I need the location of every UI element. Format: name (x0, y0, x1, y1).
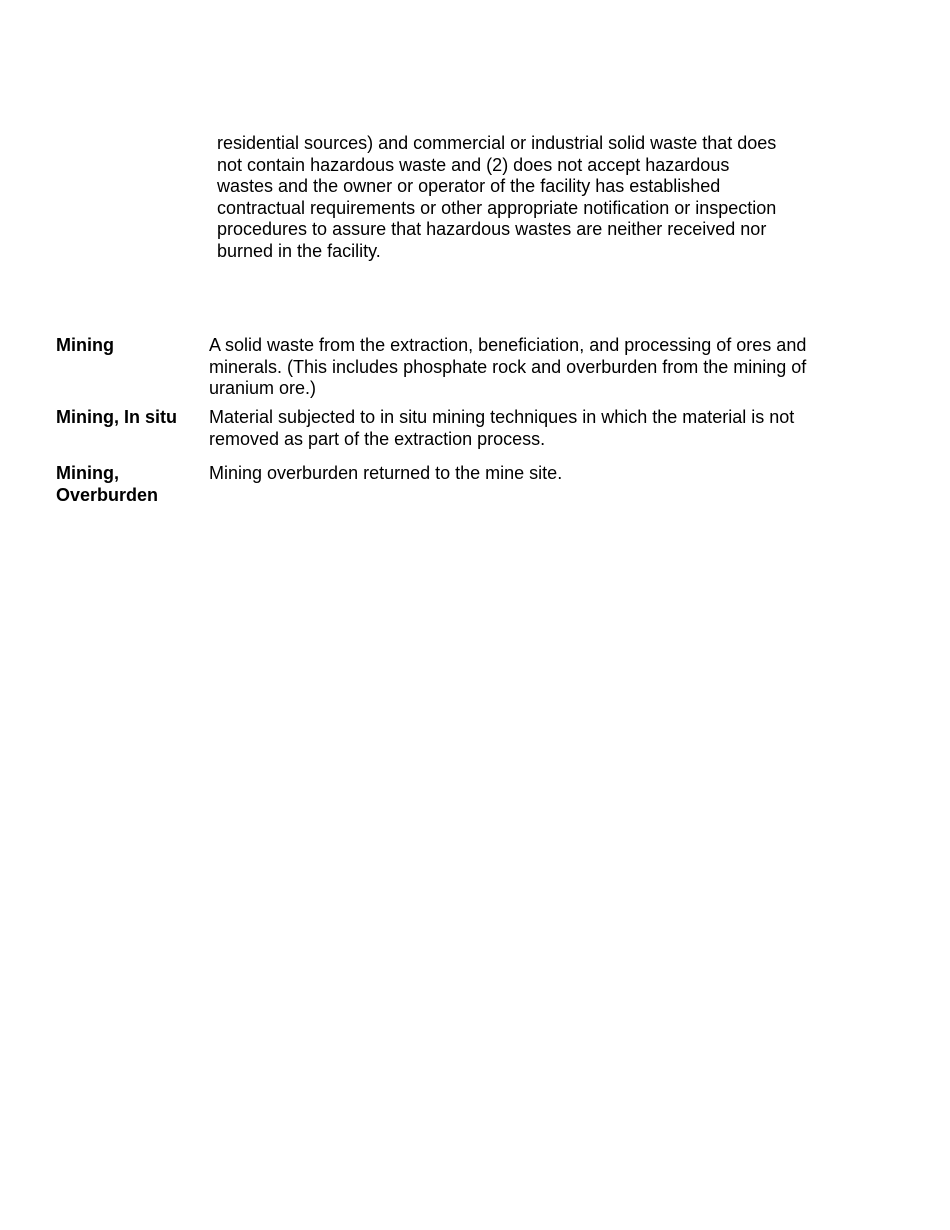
definition-mining: A solid waste from the extraction, beneficiation, and processing of ores and minerals. (This includes phosphate rock and overburden from the mining of uranium ore.) (209, 335, 807, 398)
definition-row-mining-in-situ (56, 407, 856, 450)
definition-row-mining (56, 335, 856, 400)
continuation-paragraph: residential sources) and commercial or industrial solid waste that does not contain hazardous waste and (2) does not accept hazardous wastes and the owner or operator of the facility has established contractual requirements or other appropriate notification or inspection procedures to assure that hazardous wastes are neither received nor burned in the facility. (217, 133, 777, 261)
term-mining: Mining (56, 335, 114, 355)
definition-row-mining-overburden (56, 463, 856, 506)
term-mining-overburden: Mining, Overburden (56, 463, 159, 505)
term-mining-in-situ: Mining, In situ (56, 407, 177, 427)
definition-mining-in-situ: Material subjected to in situ mining techniques in which the material is not removed as part of the extraction process. (209, 407, 795, 449)
definition-mining-overburden: Mining overburden returned to the mine site. (209, 463, 563, 483)
